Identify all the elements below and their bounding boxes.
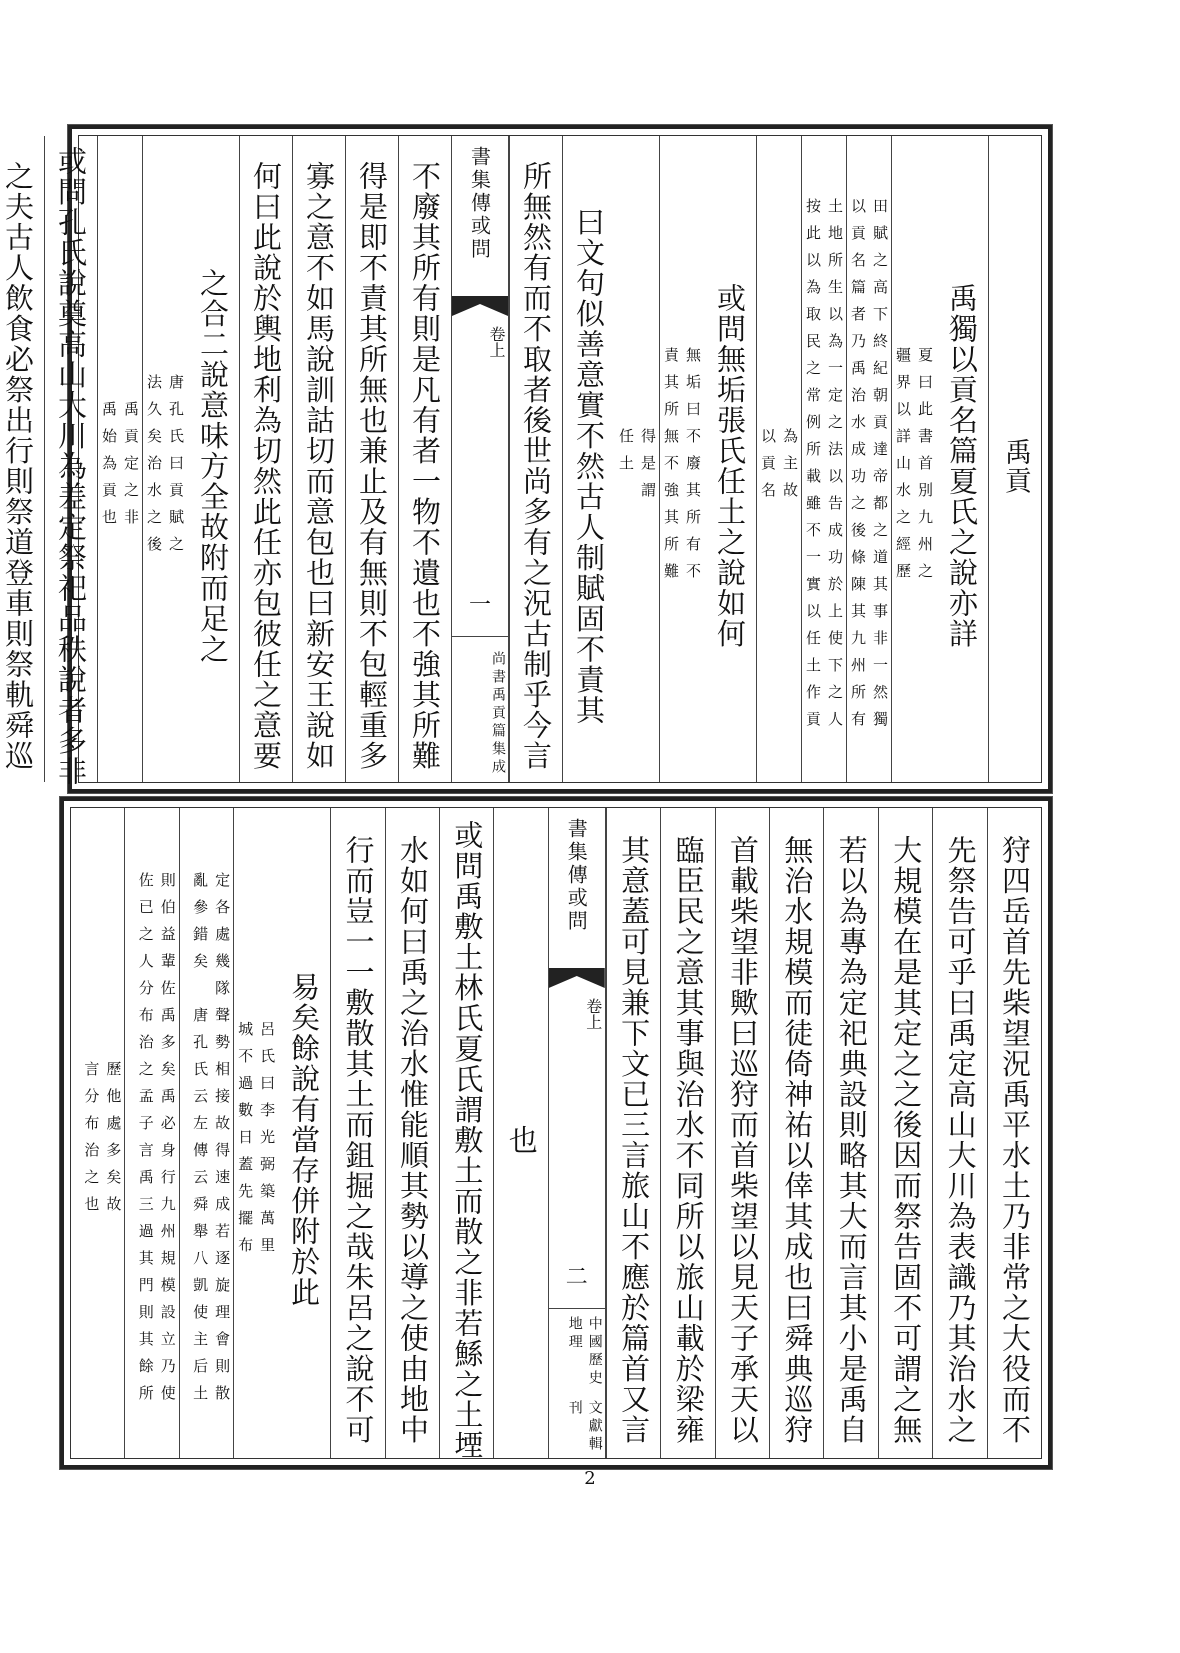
divider bbox=[549, 1308, 605, 1309]
text-column bbox=[330, 808, 384, 1458]
main-text: 所無然有而不取者後世尚多有之況古制乎今言 bbox=[519, 161, 553, 771]
commentary-line: 佐已之人分布治之孟子言禹三過其門則其餘所 bbox=[136, 872, 155, 1412]
collection-label-line: 中國歷史地理 bbox=[566, 1316, 603, 1388]
text-column bbox=[233, 808, 330, 1458]
main-text: 無治水規模而徒倚神祐以倖其成也曰舜典巡狩 bbox=[780, 835, 815, 1445]
upper-page-panel bbox=[1, 125, 1052, 793]
text-column bbox=[801, 136, 846, 782]
text-column bbox=[292, 136, 345, 782]
main-text: 禹貢 bbox=[1000, 437, 1031, 495]
lower-page-columns bbox=[70, 807, 1042, 1459]
commentary-notes bbox=[80, 1057, 124, 1223]
commentary-notes bbox=[660, 343, 704, 590]
collection-label-line: 文獻輯刊 bbox=[566, 1400, 603, 1454]
upper-page-columns bbox=[1, 135, 1042, 787]
book-title: 書集傳或問 bbox=[467, 146, 492, 261]
text-column bbox=[756, 136, 801, 782]
text-column bbox=[142, 136, 239, 782]
main-text: 或問無垢張氏任土之說如何 bbox=[713, 283, 747, 649]
main-text: 易矣餘說有當存併附於此 bbox=[287, 972, 322, 1308]
text-column bbox=[988, 136, 1041, 782]
commentary-line: 田賦之高下終紀朝貢達帝都之道其事非一然獨 bbox=[871, 198, 889, 738]
center-fold-column bbox=[451, 136, 509, 782]
leaf-number: 一 bbox=[468, 593, 491, 618]
main-text: 不廢其所有則是凡有者一物不遺也不強其所難 bbox=[408, 161, 442, 771]
commentary-line: 法久矣治水之後 bbox=[145, 373, 163, 563]
commentary-line: 無垢曰不廢其所有不 bbox=[684, 346, 702, 590]
text-column bbox=[124, 808, 178, 1458]
main-text: 之合二說意味方全故附而足之 bbox=[196, 267, 230, 665]
collection-label bbox=[549, 1316, 605, 1456]
fishtail-mark bbox=[452, 296, 508, 316]
commentary-notes bbox=[135, 868, 179, 1412]
text-column bbox=[493, 808, 547, 1458]
main-text: 其意蓋可見兼下文已三言旅山不應於篇首又言 bbox=[617, 835, 652, 1445]
text-column bbox=[509, 136, 562, 782]
main-text: 或問孔氏說奠高山大川為差定祭祀品秩說者多非 bbox=[54, 145, 88, 787]
commentary-notes bbox=[189, 868, 233, 1412]
commentary-notes bbox=[892, 343, 936, 590]
main-text: 禹獨以貢名篇夏氏之說亦詳 bbox=[945, 283, 979, 649]
main-text: 水如何曰禹之治水惟能順其勢以導之使由地中 bbox=[395, 835, 430, 1445]
divider bbox=[452, 636, 508, 637]
commentary-line: 城不過數日蓋先擺布 bbox=[236, 1020, 255, 1264]
commentary-line: 任土 bbox=[617, 427, 635, 482]
commentary-line: 呂氏曰李光弼築萬里 bbox=[258, 1020, 277, 1264]
text-column bbox=[932, 808, 986, 1458]
commentary-line: 夏曰此書首別九州之 bbox=[916, 346, 934, 590]
commentary-notes bbox=[234, 1017, 278, 1264]
leaf-number: 二 bbox=[565, 1265, 588, 1290]
commentary-line: 歷他處多矣故 bbox=[104, 1061, 123, 1223]
volume-label: 卷上 bbox=[487, 326, 506, 358]
text-column bbox=[660, 808, 714, 1458]
text-column bbox=[715, 808, 769, 1458]
commentary-notes bbox=[757, 424, 801, 509]
commentary-line: 以貢名篇者乃禹治水成功之後條陳其九州所有 bbox=[849, 198, 867, 738]
page-number: 2 bbox=[584, 1468, 596, 1489]
commentary-notes bbox=[847, 194, 891, 738]
commentary-line: 得是謂 bbox=[639, 427, 657, 509]
text-column bbox=[823, 808, 877, 1458]
book-title: 書集傳或問 bbox=[564, 818, 589, 933]
text-column bbox=[0, 136, 44, 782]
text-column bbox=[345, 136, 398, 782]
commentary-line: 亂參錯矣 唐孔氏云左傳云舜舉八凱使主后土 bbox=[191, 872, 210, 1412]
commentary-line: 疆界以詳山水之經歷 bbox=[894, 346, 912, 590]
text-column bbox=[769, 808, 823, 1458]
main-text: 臨臣民之意其事與治水不同所以旅山載於梁雍 bbox=[671, 835, 706, 1445]
main-text: 首載柴望非歟曰巡狩而首柴望以見天子承天以 bbox=[725, 835, 760, 1445]
commentary-notes bbox=[802, 194, 846, 738]
text-column bbox=[606, 808, 660, 1458]
text-column bbox=[239, 136, 292, 782]
text-column bbox=[891, 136, 988, 782]
commentary-line: 言分布治之也 bbox=[82, 1061, 101, 1223]
commentary-notes bbox=[98, 397, 142, 536]
main-text: 先祭告可乎曰禹定高山大川為表識乃其治水之 bbox=[943, 835, 978, 1445]
main-text: 寡之意不如馬說訓詁切而意包也曰新安王說如 bbox=[302, 161, 336, 771]
main-text: 大規模在是其定之之後因而祭告固不可謂之無 bbox=[889, 835, 924, 1445]
text-column bbox=[846, 136, 891, 782]
text-column bbox=[385, 808, 439, 1458]
center-fold-column bbox=[548, 808, 606, 1458]
collection-label-line: 尚書禹貢篇 bbox=[490, 651, 506, 741]
commentary-line: 禹始為貢也 bbox=[100, 400, 118, 536]
main-text: 行而豈一一敷散其土而鉏掘之哉朱呂之說不可 bbox=[341, 835, 376, 1445]
text-column bbox=[179, 808, 233, 1458]
commentary-notes bbox=[143, 370, 187, 563]
main-text: 若以為專為定祀典設則略其大而言其小是禹自 bbox=[834, 835, 869, 1445]
commentary-line: 禹貢定之非 bbox=[122, 400, 140, 536]
commentary-line: 則伯益輩佐禹多矣禹必身行九州規模設立乃使 bbox=[158, 872, 177, 1412]
volume-label: 卷上 bbox=[583, 998, 603, 1030]
text-column bbox=[439, 808, 493, 1461]
text-column bbox=[987, 808, 1041, 1458]
main-text: 狩四岳首先柴望況禹平水土乃非常之大役而不 bbox=[998, 835, 1032, 1445]
text-column bbox=[878, 808, 932, 1458]
commentary-line: 唐孔氏曰貢賦之 bbox=[167, 373, 185, 563]
text-column bbox=[398, 136, 451, 782]
commentary-notes bbox=[615, 424, 659, 509]
fishtail-mark bbox=[549, 968, 605, 988]
main-text: 也 bbox=[504, 1124, 539, 1156]
text-column bbox=[71, 808, 124, 1458]
main-text: 之夫古人飲食必祭出行則祭道登車則祭軌舜巡 bbox=[1, 161, 35, 771]
main-text: 何曰此說於輿地利為切然此任亦包彼任之意要 bbox=[249, 161, 283, 771]
text-column bbox=[562, 136, 659, 782]
commentary-line: 為主故 bbox=[781, 427, 799, 509]
lower-page-panel bbox=[60, 797, 1052, 1469]
text-column bbox=[44, 136, 97, 787]
main-text: 得是即不責其所無也兼止及有無則不包輕重多 bbox=[355, 161, 389, 771]
main-text: 或問禹敷土林氏夏氏謂敷土而散之非若鯀之土堙 bbox=[450, 819, 485, 1461]
text-column bbox=[97, 136, 142, 782]
main-text: 曰文句似善意實不然古人制賦固不責其 bbox=[572, 206, 606, 726]
text-column bbox=[659, 136, 756, 782]
commentary-line: 按此以為取民之常例所載雖不一實以任土作貢 bbox=[804, 198, 822, 738]
collection-label-line: 集成 bbox=[490, 741, 506, 777]
commentary-line: 定各處幾隊聲勢相接故得速成若逐旋理會則散 bbox=[213, 872, 232, 1412]
commentary-line: 土地所生以為一定之法以告成功於上使下之人 bbox=[826, 198, 844, 738]
collection-label bbox=[452, 644, 508, 784]
commentary-line: 責其所無不強其所難 bbox=[662, 346, 680, 590]
commentary-line: 以貢名 bbox=[759, 427, 777, 509]
